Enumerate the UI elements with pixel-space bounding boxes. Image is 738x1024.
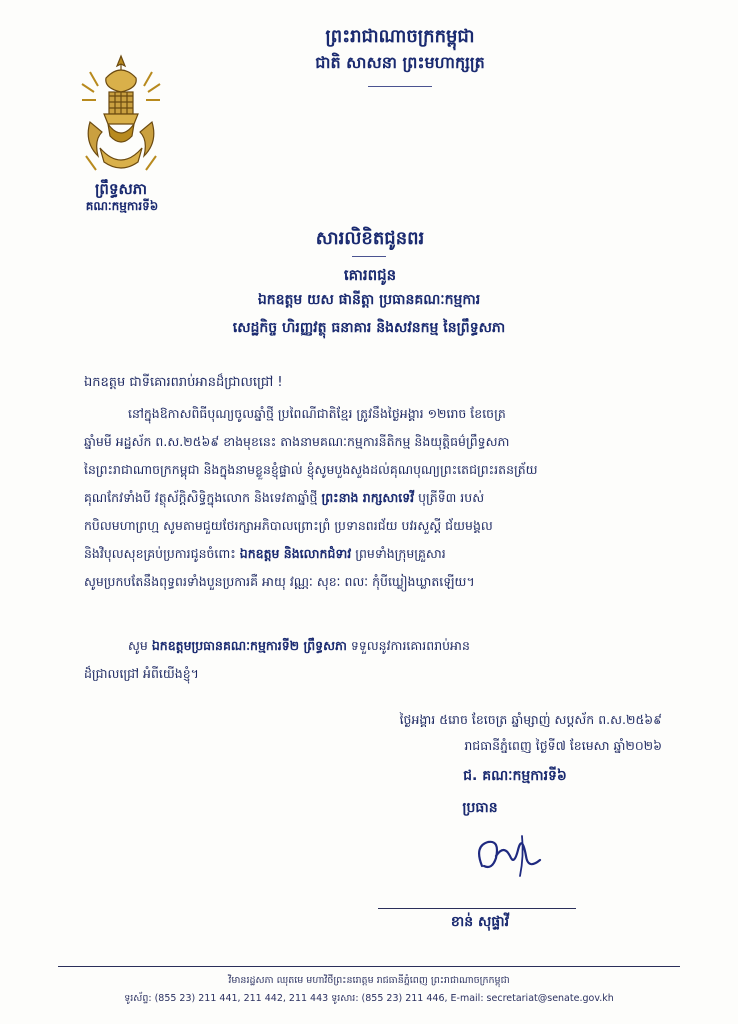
institution-name: ព្រឹទ្ធសភា (94, 180, 148, 198)
footer-divider (58, 966, 680, 967)
kingdom-heading: ព្រះរាជាណាចក្រកម្ពុជា (325, 26, 475, 47)
commission-name: គណៈកម្មការទី៦ (85, 199, 159, 213)
body-paragraph-2 (84, 632, 684, 688)
ornament-divider (368, 86, 432, 87)
para1-line-6-end: ព្រមទាំងក្រុមគ្រួសារ (355, 546, 446, 561)
deity-name: ព្រះនាង រាក្សសាទេវី (321, 490, 415, 505)
para2-line-1-start: សូម (128, 638, 148, 653)
para1-line-4-end: បុត្រីទី៣ របស់ (418, 490, 485, 505)
para1-line-3: នៃព្រះរាជាណាចក្រកម្ពុជា និងក្នុងនាមខ្លួនខ្ញុំផ្ទាល់ ខ្ញុំសូមបួងសួងដល់គុណបុណ្យព្រះតេជព្រះរតនត្រ័យ (84, 462, 538, 477)
on-behalf-of: ជ. គណៈកម្មការទី៦ (463, 768, 567, 784)
signatory-name: ខាន់ សុផ្ទាវី (450, 914, 510, 930)
para2-line-2: ដ៏ជ្រាលជ្រៅ អំពីយើងខ្ញុំ។ (84, 666, 199, 681)
letter-title: សារលិខិតជូនពរ (315, 228, 425, 249)
addressee-line-2: សេដ្ឋកិច្ច ហិរញ្ញវត្ថុ ធនាគារ និងសវនកម្ម នៃព្រឹទ្ធសភា (232, 320, 506, 336)
para1-line-4 (84, 484, 684, 512)
respectfully-to: គោរពជូន (343, 266, 397, 284)
para1-line-1: នៅក្នុងឱកាសពិធីបុណ្យចូលឆ្នាំថ្មី ប្រពៃណីជាតិខ្មែរ ត្រូវនឹងថ្ងៃអង្គារ ១២រោច ខែចេត្រ (128, 406, 506, 421)
lunar-date: ថ្ងៃអង្គារ ៥រោច ខែចេត្រ ឆ្នាំម្សាញ់ សប្តស័ក ព.ស.២៥៦៩ (399, 712, 662, 727)
salutation: ឯកឧត្តម ជាទីគោរពរាប់អានដ៏ជ្រាលជ្រៅ ! (84, 375, 283, 390)
para1-line-7: សូមប្រកបតែនឹងពុទ្ធពរទាំងបួនប្រការគឺ អាយុ វណ្ណៈ សុខៈ ពលៈ កុំបីឃ្លៀងឃ្លាតឡើយ។ (84, 574, 475, 589)
para1-line-2: ឆ្នាំមមី អដ្ឋស័ក ព.ស.២៥៦៩ ខាងមុខនេះ តាងនាមគណៈកម្មការនីតិកម្ម និងយុត្តិធម៌ព្រឹទ្ធសភា (84, 434, 510, 449)
addressee-line-1: ឯកឧត្តម យស ផានីត្តា ប្រធានគណៈកម្មការ (257, 292, 481, 308)
para1-line-6-start: និងវិបុលសុខគ្រប់ប្រការជូនចំពោះ (84, 546, 236, 561)
recipient-title: ឯកឧត្តមប្រធានគណៈកម្មការទី២ ព្រឹទ្ធសភា (151, 638, 347, 653)
para1-line-4-text: គុណកែវទាំងបី វត្ថុស័ក្តិសិទ្ធិក្នុងលោក និងទេវតាឆ្នាំថ្មី (84, 490, 318, 505)
para1-line-5: កបិលមហាព្រហ្ម សូមតាមជួយថែរក្សាអភិបាលព្រោះព្រំ ប្រទានពរជ័យ បវរសួស្តី ជ័យមង្គល (84, 518, 493, 533)
body-paragraph-1 (84, 400, 684, 596)
para2-line-1-end: ទទួលនូវការគោរពរាប់អាន (350, 638, 470, 653)
signatory-role: ប្រធាន (462, 800, 498, 816)
honorific-recipients: ឯកឧត្តម និងលោកជំទាវ (239, 546, 352, 561)
footer-address: វិមានរដ្ឋសភា ឈុតមេ មហាវិថីព្រះនរោត្តម រាជធានីភ្នំពេញ ព្រះរាជាណាចក្រកម្ពុជា (228, 975, 510, 986)
title-divider (352, 256, 386, 257)
para2-line-1 (84, 632, 684, 660)
para1-line-6 (84, 540, 684, 568)
handwritten-signature (470, 826, 550, 886)
footer-contact: ទូរស័ព្ទ: (855 23) 211 441, 211 442, 211 443 ទូរសារ: (855 23) 211 446, E-mail: secretariat@senate.gov.kh (124, 993, 614, 1004)
signature-line (378, 908, 576, 909)
national-motto: ជាតិ សាសនា ព្រះមហាក្សត្រ (315, 53, 485, 72)
senate-emblem-logo (76, 52, 166, 174)
solar-date: រាជធានីភ្នំពេញ ថ្ងៃទី៧ ខែមេសា ឆ្នាំ២០២៦ (464, 738, 662, 753)
